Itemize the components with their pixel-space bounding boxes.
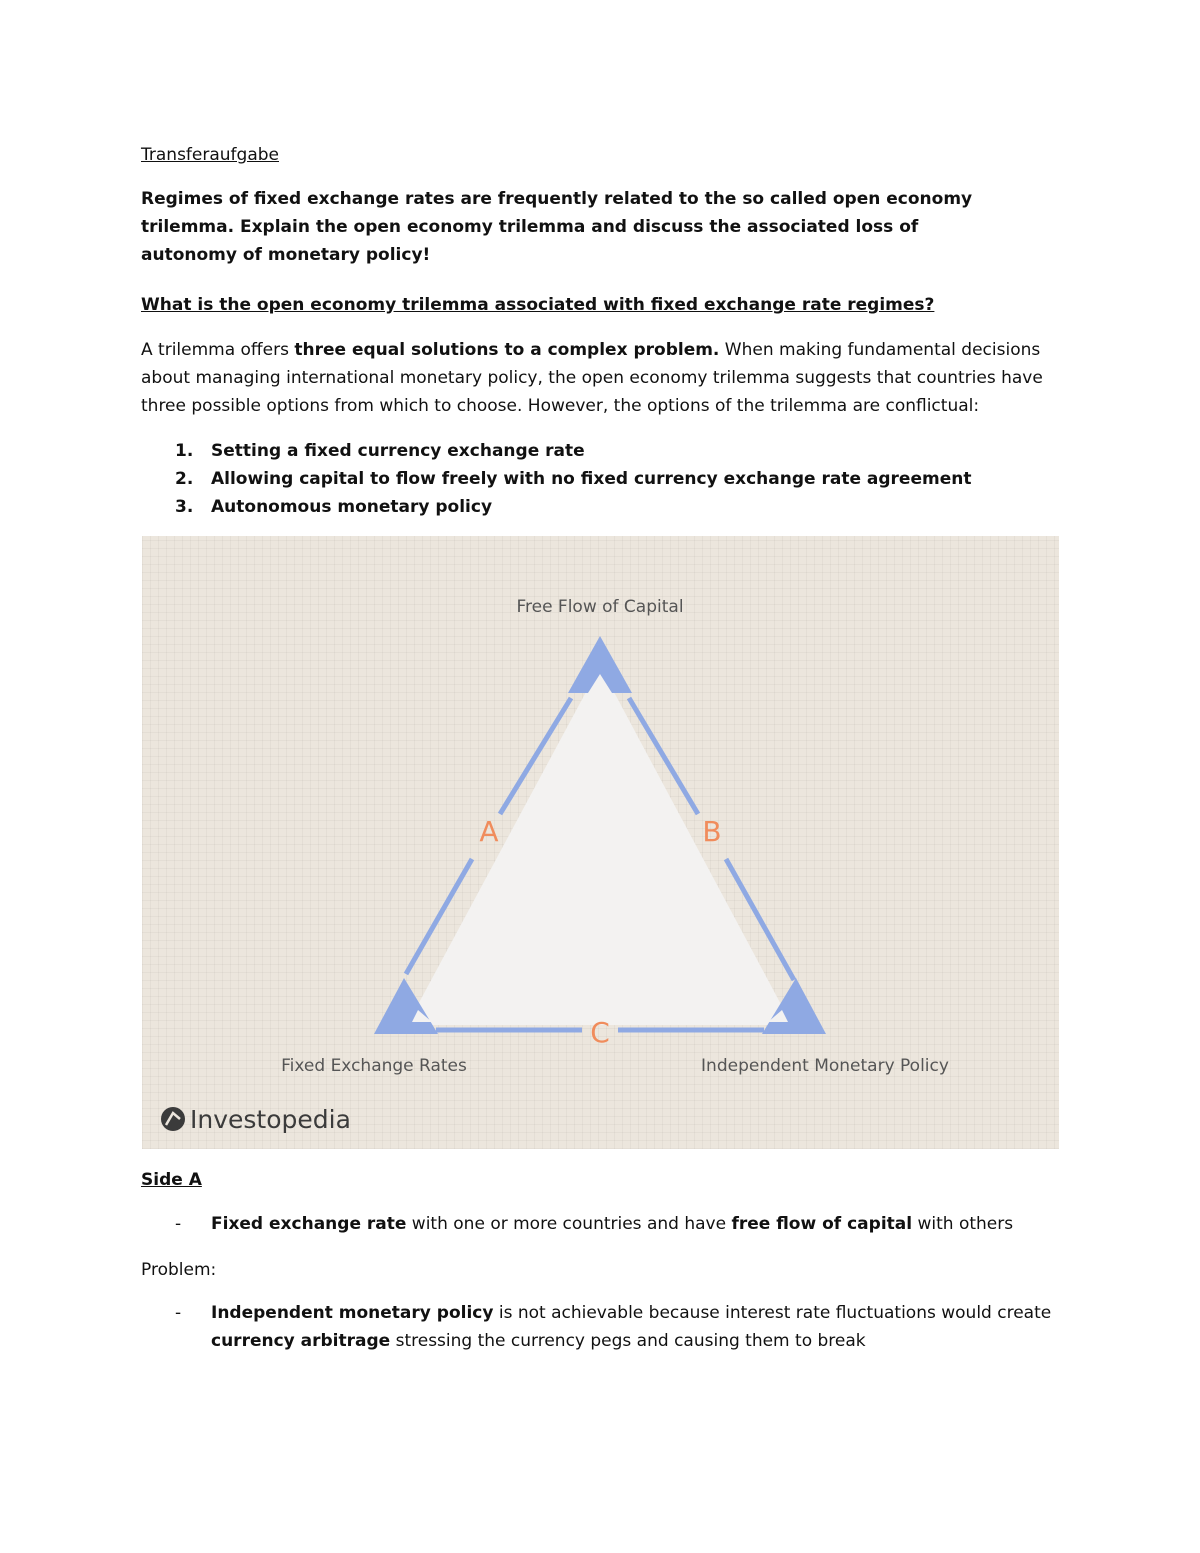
option-item [141, 437, 971, 465]
intro-line-3: three possible options from which to choose. However, the options of the trilemma are conflictual: [141, 396, 980, 416]
problem-bold-2: currency arbitrage [211, 1331, 391, 1351]
bullet-dash: - [175, 1303, 182, 1323]
option-number: 3. [175, 497, 194, 517]
investopedia-logo [161, 1105, 351, 1134]
triangle-fill [407, 666, 792, 1025]
side-a-title: Side A [141, 1170, 202, 1190]
intro-line-2: about managing international monetary policy, the open economy trilemma suggests that countries have [141, 368, 1043, 388]
problem-bullets [141, 1299, 1051, 1355]
label-fixed-exchange-rates: Fixed Exchange Rates [281, 1056, 467, 1076]
option-item [141, 493, 971, 521]
task-line-2: trilemma. Explain the open economy trilemma and discuss the associated loss of [141, 217, 919, 237]
problem-text-1: is not achievable because interest rate fluctuations would create [493, 1303, 1052, 1323]
trilemma-figure [142, 536, 1059, 1149]
problem-label: Problem: [141, 1260, 217, 1280]
bullet-bold-1: Fixed exchange rate [211, 1214, 407, 1234]
intro-line-1-post: When making fundamental decisions [719, 340, 1041, 360]
option-item [141, 465, 971, 493]
problem-text-2: stressing the currency pegs and causing them to break [390, 1331, 866, 1351]
bullet-bold-2: free flow of capital [731, 1214, 913, 1234]
heading-transferaufgabe: Transferaufgabe [141, 145, 279, 165]
option-number: 2. [175, 469, 194, 489]
bullet-dash: - [175, 1214, 182, 1234]
option-text: Setting a fixed currency exchange rate [211, 441, 585, 461]
intro-paragraph [141, 336, 1081, 420]
intro-line-1-pre: A trilemma offers [141, 340, 295, 360]
task-statement [141, 185, 1081, 269]
intro-line-1-bold: three equal solutions to a complex problem. [294, 340, 720, 360]
side-c-letter: C [590, 1016, 610, 1049]
options-list [141, 437, 971, 521]
side-a-letter: A [479, 815, 499, 848]
task-line-1: Regimes of fixed exchange rates are frequently related to the so called open economy [141, 189, 973, 209]
label-free-flow-of-capital: Free Flow of Capital [516, 597, 684, 617]
intro-line-1 [141, 336, 1081, 364]
investopedia-logo-icon [161, 1107, 185, 1131]
option-text: Allowing capital to flow freely with no fixed currency exchange rate agreement [211, 469, 972, 489]
side-a-bullets [141, 1210, 1013, 1238]
bullet-text-1: with one or more countries and have [406, 1214, 732, 1234]
trilemma-diagram [142, 536, 1059, 1149]
option-number: 1. [175, 441, 194, 461]
list-item [141, 1299, 1051, 1355]
option-text: Autonomous monetary policy [211, 497, 493, 517]
label-independent-monetary-policy: Independent Monetary Policy [701, 1056, 949, 1076]
problem-bold-1: Independent monetary policy [211, 1303, 494, 1323]
list-item [141, 1210, 1013, 1238]
bullet-text-2: with others [912, 1214, 1014, 1234]
investopedia-wordmark: Investopedia [190, 1105, 351, 1134]
side-b-letter: B [702, 815, 722, 848]
task-line-3: autonomy of monetary policy! [141, 245, 431, 265]
top-arrowhead-icon [568, 636, 632, 693]
question-heading: What is the open economy trilemma associated with fixed exchange rate regimes? [141, 295, 935, 315]
